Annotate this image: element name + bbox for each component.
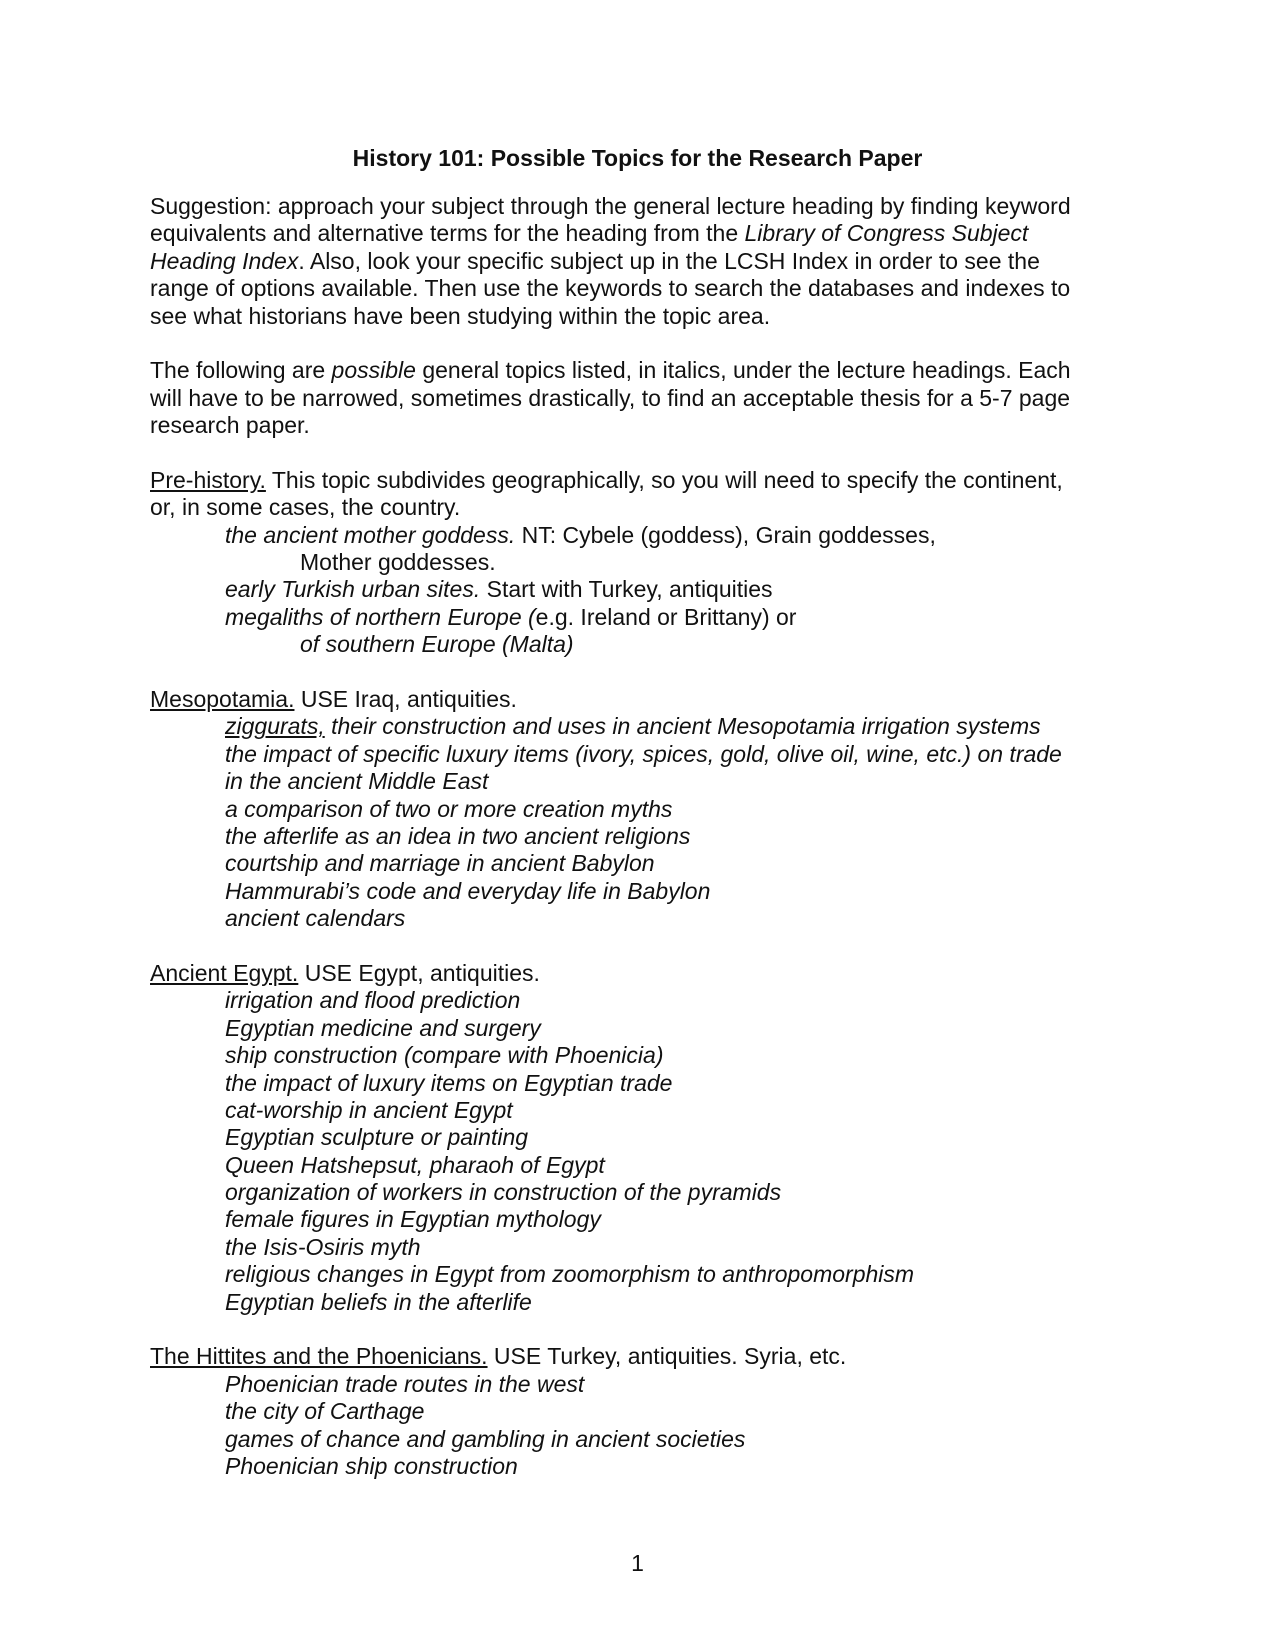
text-line (150, 303, 1130, 330)
topic-item: the Isis-Osiris myth (225, 1233, 421, 1260)
section-intro: or, in some cases, the country. (150, 494, 461, 521)
topic-item: religious changes in Egypt from zoomorphism to anthropomorphism (225, 1261, 915, 1288)
section-intro: This topic subdivides geographically, so you will need to specify the continent, (265, 466, 1063, 493)
topic-item (150, 522, 1130, 549)
topic-continuation (150, 631, 1130, 658)
text-span: Start with Turkey, antiquities (480, 576, 773, 603)
topic-item: the city of Carthage (225, 1398, 425, 1425)
section-intro: USE Iraq, antiquities. (294, 686, 517, 713)
italic-text: the ancient mother goddess. (225, 521, 516, 548)
text-span: see what historians have been studying within the topic area. (150, 302, 771, 329)
section-header (150, 1343, 1130, 1370)
section-egypt (150, 960, 1130, 1316)
text-span: e.g. Ireland or Brittany) or (535, 603, 797, 630)
section-header (150, 467, 1130, 494)
text-span: general topics listed, in italics, under the lecture headings. Each (415, 357, 1071, 384)
section-intro: USE Turkey, antiquities. Syria, etc. (487, 1343, 847, 1370)
topic-item (150, 604, 1130, 631)
topic-item (150, 713, 1130, 740)
text-line (150, 248, 1130, 275)
section-heading: Mesopotamia. (150, 686, 295, 713)
section-heading: The Hittites and the Phoenicians. (150, 1343, 488, 1370)
text-span: Suggestion: approach your subject through the general lecture heading by finding keyword (150, 193, 1071, 219)
topic-item: Phoenician ship construction (225, 1452, 518, 1479)
text-span: Mother goddesses. (300, 549, 496, 576)
section-heading: Ancient Egypt. (150, 959, 299, 986)
section-heading: Pre-history. (150, 466, 266, 493)
text-line (150, 385, 1130, 412)
topic-item: the impact of luxury items on Egyptian trade (225, 1069, 673, 1096)
topic-item: female figures in Egyptian mythology (225, 1206, 601, 1233)
section-header (150, 686, 1130, 713)
italic-text: Heading Index (150, 247, 299, 274)
section-prehistory (150, 467, 1130, 659)
text-line (150, 193, 1130, 220)
topic-item: Hammurabi’s code and everyday life in Babylon (225, 877, 711, 904)
text-span: equivalents and alternative terms for the heading from the (150, 220, 745, 247)
topic-item: irrigation and flood prediction (225, 987, 521, 1014)
text-line (150, 275, 1130, 302)
text-span: . Also, look your specific subject up in the LCSH Index in order to see the (298, 247, 1040, 274)
topic-item (150, 576, 1130, 603)
italic-text: of southern Europe (Malta) (300, 631, 574, 658)
topic-item: ancient calendars (225, 905, 406, 932)
document-title: History 101: Possible Topics for the Research Paper (352, 145, 923, 171)
text-span: NT: Cybele (goddess), Grain goddesses, (515, 521, 936, 548)
topic-item: the afterlife as an idea in two ancient religions (225, 822, 691, 849)
following-paragraph (150, 357, 1130, 439)
text-span: will have to be narrowed, sometimes drastically, to find an acceptable thesis for a 5-7 page (150, 384, 1071, 411)
text-line (150, 220, 1130, 247)
topic-item: in the ancient Middle East (225, 768, 489, 795)
italic-underlined-text: ziggurats, (225, 713, 325, 740)
text-line (150, 412, 1130, 439)
topic-item: cat-worship in ancient Egypt (225, 1096, 513, 1123)
topic-item: a comparison of two or more creation myths (225, 795, 673, 822)
italic-text: possible (331, 357, 416, 384)
topic-item: organization of workers in construction of the pyramids (225, 1179, 782, 1206)
topic-item: Egyptian beliefs in the afterlife (225, 1288, 532, 1315)
topic-item: Egyptian sculpture or painting (225, 1124, 529, 1151)
section-intro: USE Egypt, antiquities. (298, 959, 540, 986)
topic-item: ship construction (compare with Phoenicia) (225, 1042, 664, 1069)
text-span: The following are (150, 357, 332, 384)
section-mesopotamia (150, 686, 1130, 933)
topic-item: the impact of specific luxury items (ivory, spices, gold, olive oil, wine, etc.) on trade (225, 740, 1062, 767)
topic-item: courtship and marriage in ancient Babylon (225, 850, 655, 877)
text-span: range of options available. Then use the keywords to search the databases and indexes to (150, 275, 1071, 302)
italic-text: megaliths of northern Europe ( (225, 603, 536, 630)
italic-text: early Turkish urban sites. (225, 576, 481, 603)
section-hittites-phoenicians (150, 1343, 1130, 1480)
text-span: research paper. (150, 412, 310, 439)
topic-continuation (150, 549, 1130, 576)
topic-item: games of chance and gambling in ancient societies (225, 1425, 746, 1452)
suggestion-paragraph (150, 193, 1130, 330)
topic-item: Egyptian medicine and surgery (225, 1014, 541, 1041)
text-line (150, 357, 1130, 384)
section-header (150, 960, 1130, 987)
document-body (150, 193, 1130, 1508)
italic-text: their construction and uses in ancient Mesopotamia irrigation systems (324, 713, 1041, 740)
topic-item: Phoenician trade routes in the west (225, 1370, 585, 1397)
topic-item: Queen Hatshepsut, pharaoh of Egypt (225, 1151, 605, 1178)
text-line (150, 494, 1130, 521)
italic-text: Library of Congress Subject (744, 220, 1029, 247)
page-number: 1 (631, 1550, 644, 1576)
